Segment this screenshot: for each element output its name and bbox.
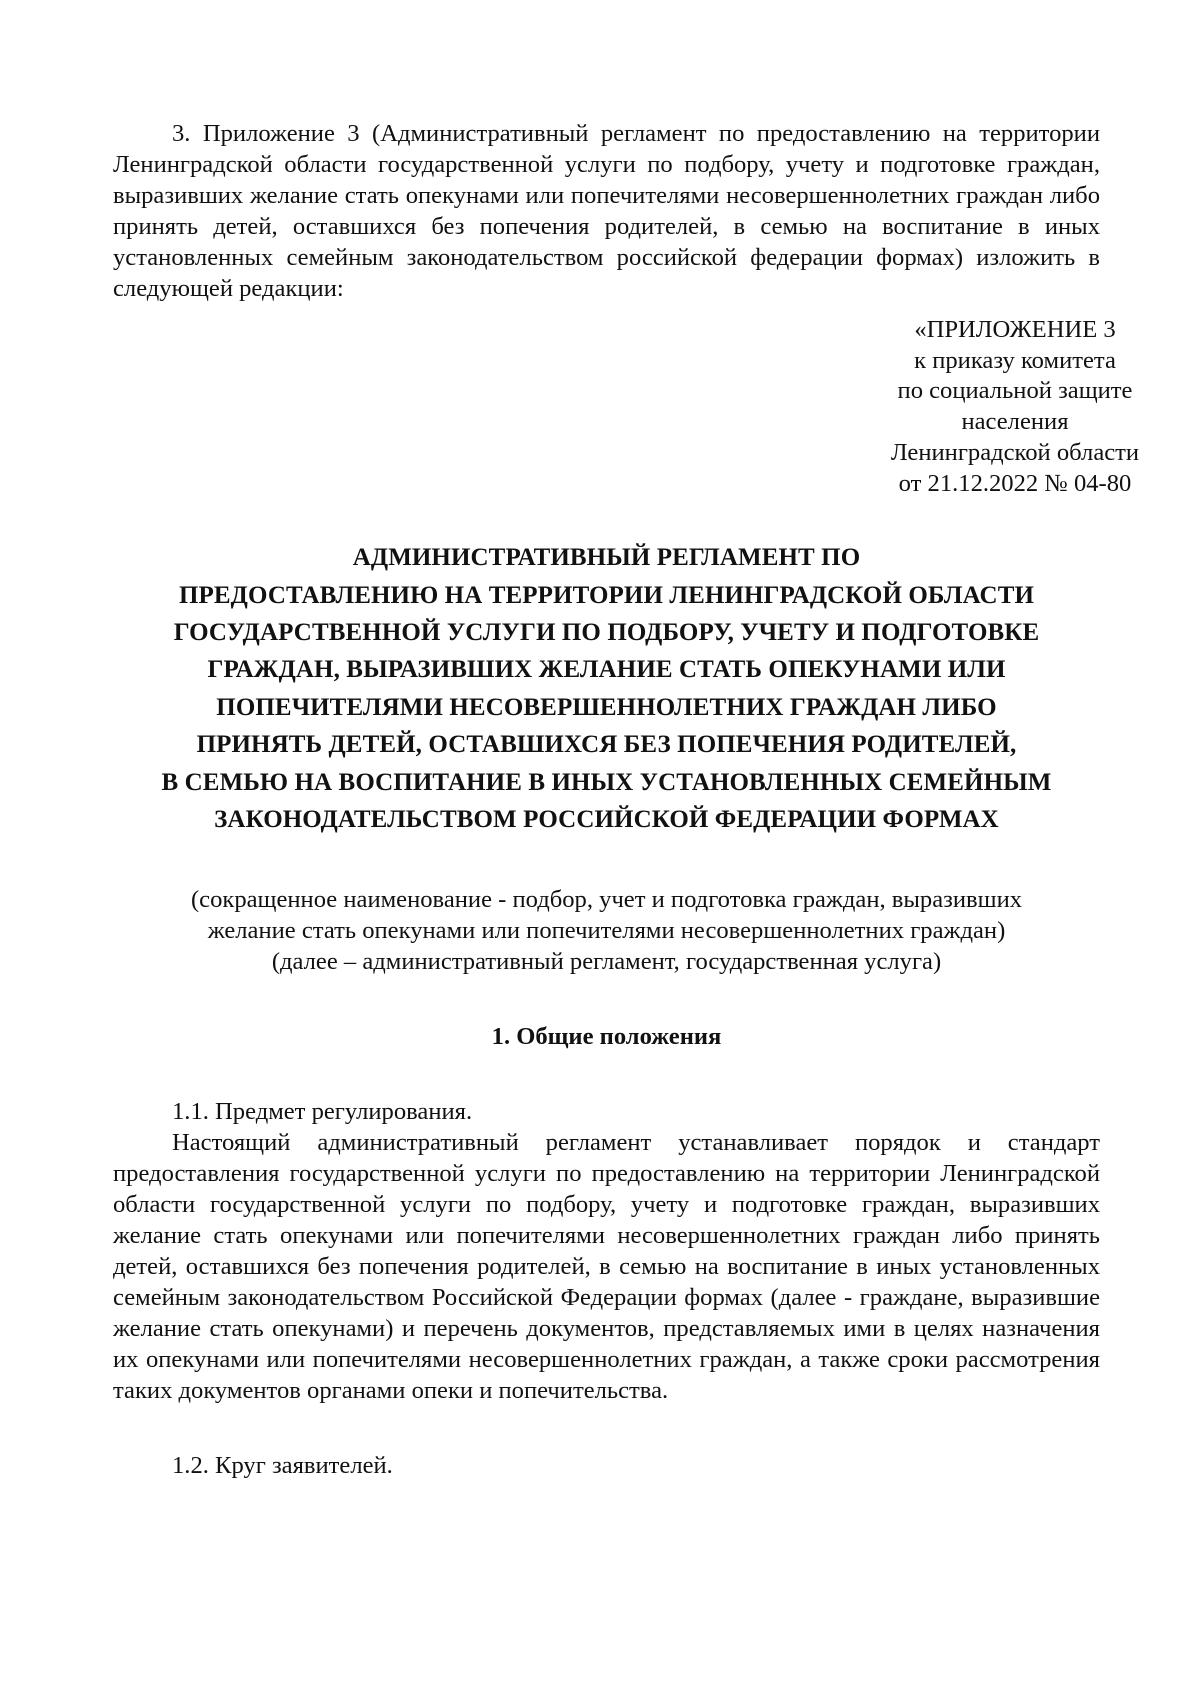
- intro-paragraph: 3. Приложение 3 (Административный регламент по предоставлению на территории Ленинградской области государственной услуги по подбору, учету и подготовке граждан, выразивших желание стать опекунами или попечителями несовершеннолетних граждан либо принять детей, оставшихся без попечения родителей, в семью на воспитание в иных установленных семейным законодательством российской федерации формах) изложить в следующей редакции:: [113, 120, 1100, 302]
- title-line: ПРИНЯТЬ ДЕТЕЙ, ОСТАВШИХСЯ БЕЗ ПОПЕЧЕНИЯ РОДИТЕЛЕЙ,: [196, 731, 1017, 759]
- approval-line: Ленинградской области: [890, 438, 1140, 466]
- title-line: В СЕМЬЮ НА ВОСПИТАНИЕ В ИНЫХ УСТАНОВЛЕННЫХ СЕМЕЙНЫМ: [161, 768, 1052, 796]
- approval-line: «ПРИЛОЖЕНИЕ 3: [914, 316, 1116, 343]
- section-heading: 1. Общие положения: [491, 1023, 722, 1051]
- short-name-block: [113, 884, 1100, 977]
- approval-line: по социальной защите: [897, 377, 1133, 405]
- title-line: АДМИНИСТРАТИВНЫЙ РЕГЛАМЕНТ ПО: [352, 544, 861, 572]
- title-line: ГОСУДАРСТВЕННОЙ УСЛУГИ ПО ПОДБОРУ, УЧЕТУ И ПОДГОТОВКЕ: [173, 619, 1040, 647]
- title-line: ПРЕДОСТАВЛЕНИЮ НА ТЕРРИТОРИИ ЛЕНИНГРАДСКОЙ ОБЛАСТИ: [178, 581, 1035, 609]
- approval-stamp-block: [113, 315, 1165, 499]
- body-paragraph: Настоящий административный регламент устанавливает порядок и стандарт предоставления государственной услуги по предоставлению на территории Ленинградской области государственной услуги по подбору, учету и подготовке граждан, выразивших желание стать опекунами или попечителями несовершеннолетних граждан либо принять детей, оставшихся без попечения родителей, в семью на воспитание в иных установленных семейным законодательством Российской Федерации формах (далее - граждане, выразившие желание стать опекунами) и перечень документов, представляемых ими в целях назначения их опекунами или попечителями несовершеннолетних граждан, а также сроки рассмотрения таких документов органами опеки и попечительства.: [113, 1129, 1100, 1405]
- short-name-line: (сокращенное наименование - подбор, учет и подготовка граждан, выразивших: [190, 886, 1023, 914]
- title-line: ГРАЖДАН, ВЫРАЗИВШИХ ЖЕЛАНИЕ СТАТЬ ОПЕКУНАМИ ИЛИ: [207, 656, 1006, 684]
- subitem-heading: 1.2. Круг заявителей.: [172, 1452, 393, 1480]
- title-line: ПОПЕЧИТЕЛЯМИ НЕСОВЕРШЕННОЛЕТНИХ ГРАЖДАН ЛИБО: [216, 693, 997, 721]
- short-name-line: желание стать опекунами или попечителями несовершеннолетних граждан): [207, 917, 1006, 945]
- approval-line: к приказу комитета: [914, 346, 1116, 374]
- subitem-heading: 1.1. Предмет регулирования.: [172, 1098, 473, 1126]
- document-title: [113, 539, 1100, 838]
- short-name-line: (далее – административный регламент, государственная услуга): [271, 948, 942, 976]
- approval-line: населения: [961, 408, 1069, 436]
- approval-line: от 21.12.2022 № 04-80: [898, 469, 1132, 497]
- title-line: ЗАКОНОДАТЕЛЬСТВОМ РОССИЙСКОЙ ФЕДЕРАЦИИ ФОРМАХ: [214, 806, 999, 834]
